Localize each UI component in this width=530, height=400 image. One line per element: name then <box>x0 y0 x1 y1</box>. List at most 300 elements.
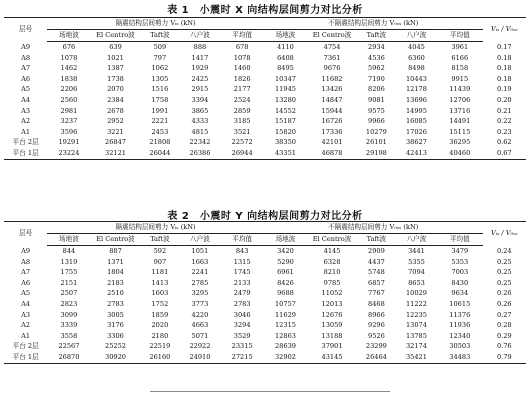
shear-value-cell: 21808 <box>149 138 171 147</box>
shear-value-cell: 9081 <box>368 95 385 104</box>
shear-value-cell: 12315 <box>274 321 296 330</box>
floor-label-cell: A5 <box>21 85 31 94</box>
ratio-cell: 0.76 <box>496 342 512 351</box>
shear-value-cell: 26847 <box>105 138 126 147</box>
shear-value-cell: 1859 <box>151 310 169 319</box>
shear-value-cell: 1305 <box>151 74 169 83</box>
table-1-x-shear-comparison <box>4 17 526 160</box>
shear-value-cell: 1826 <box>233 74 251 83</box>
shear-value-cell: 4754 <box>323 43 341 51</box>
shear-value-cell: 10279 <box>365 127 387 136</box>
shear-value-cell: 46878 <box>307 148 357 159</box>
floor-label-cell: A7 <box>21 268 31 277</box>
ratio-cell: 0.27 <box>496 310 512 319</box>
shear-value-cell: 13074 <box>405 321 427 330</box>
shear-value-cell: 9688 <box>277 289 294 298</box>
ratio-cell: 0.18 <box>496 64 512 73</box>
shear-value-cell: 9966 <box>368 117 385 126</box>
shear-value-cell: 2020 <box>151 321 169 330</box>
shear-value-cell: 38350 <box>274 138 296 147</box>
shear-value-cell: 27215 <box>221 352 264 363</box>
shear-value-cell: 2206 <box>60 85 78 94</box>
shear-value-cell: 8206 <box>368 85 385 94</box>
shear-value-cell: 12863 <box>274 331 296 340</box>
shear-value-cell: 6408 <box>277 53 294 62</box>
shear-value-cell: 3558 <box>60 331 78 340</box>
shear-value-cell: 13188 <box>321 331 343 340</box>
shear-value-cell: 2524 <box>233 95 251 104</box>
shear-value-cell: 15944 <box>321 106 343 115</box>
shear-value-cell: 3865 <box>191 106 209 115</box>
shear-value-cell: 2180 <box>151 331 169 340</box>
shear-value-cell: 2221 <box>151 117 169 126</box>
shear-value-cell: 6328 <box>323 257 341 266</box>
shear-value-cell: 887 <box>109 247 122 255</box>
shear-value-cell: 35421 <box>396 352 437 363</box>
shear-value-cell: 17026 <box>405 127 427 136</box>
isolated-shear-group-header: 隔震结构层间剪力 Vᵢₛ (kN) <box>47 18 264 30</box>
shear-value-cell: 3420 <box>277 247 294 255</box>
floor-label-cell: A1 <box>21 331 31 340</box>
shear-value-cell: 3339 <box>60 321 78 330</box>
shear-value-cell: 13696 <box>405 95 427 104</box>
shear-value-cell: 9915 <box>451 74 469 83</box>
ratio-cell: 0.79 <box>483 352 526 363</box>
shear-value-cell: 1460 <box>233 64 251 73</box>
shear-value-cell: 3521 <box>233 127 251 136</box>
table-row <box>4 116 526 127</box>
shear-value-cell: 3099 <box>60 310 78 319</box>
table-row <box>4 288 526 299</box>
shear-value-cell: 1319 <box>60 257 78 266</box>
shear-value-cell: 10029 <box>405 289 427 298</box>
shear-value-cell: 8498 <box>408 64 425 73</box>
shear-value-cell: 43351 <box>264 148 307 159</box>
shear-value-cell: 26160 <box>140 352 179 363</box>
column-header: El Centro波 <box>307 234 357 246</box>
floor-label-cell: A9 <box>21 246 31 255</box>
shear-value-cell: 2151 <box>60 278 78 287</box>
shear-value-cell: 1078 <box>60 53 78 62</box>
table-row <box>4 53 526 64</box>
table-1-caption: 表 1 小震时 X 向结构层间剪力对比分析 <box>167 5 363 16</box>
shear-value-cell: 13785 <box>405 331 427 340</box>
column-header: El Centro波 <box>91 30 141 42</box>
shear-value-cell: 12178 <box>405 85 427 94</box>
floor-label-cell: 平台 1层 <box>4 352 47 363</box>
floor-label-cell: 平台 2层 <box>12 138 39 147</box>
ratio-cell: 0.22 <box>496 117 512 126</box>
shear-value-cell: 6961 <box>277 268 294 277</box>
shear-value-cell: 29198 <box>357 148 396 159</box>
shear-value-cell: 2952 <box>107 117 124 126</box>
shear-value-cell: 15115 <box>449 127 471 136</box>
column-header: El Centro波 <box>91 234 141 246</box>
shear-value-cell: 3294 <box>233 321 251 330</box>
table-1-body <box>4 42 526 160</box>
ratio-cell: 0.28 <box>496 321 512 330</box>
shear-value-cell: 2909 <box>368 247 385 255</box>
shear-value-cell: 3237 <box>60 117 78 126</box>
ratio-cell: 0.62 <box>496 138 512 147</box>
table-row <box>4 267 526 278</box>
shear-value-cell: 3306 <box>107 331 124 340</box>
shear-value-cell: 12706 <box>449 95 471 104</box>
shear-value-cell: 2859 <box>233 106 251 115</box>
shear-value-cell: 1078 <box>233 53 251 62</box>
shear-value-cell: 678 <box>235 43 249 51</box>
column-header: Taft波 <box>357 234 396 246</box>
table-row <box>4 74 526 85</box>
shear-value-cell: 2384 <box>107 95 124 104</box>
column-header: 场地波 <box>47 234 90 246</box>
floor-label-cell: A8 <box>21 53 31 62</box>
shear-value-cell: 23299 <box>365 342 387 351</box>
shear-value-cell: 1738 <box>107 74 124 83</box>
shear-value-cell: 10757 <box>274 299 296 308</box>
shear-value-cell: 3529 <box>233 331 251 340</box>
column-header: 平均值 <box>437 234 483 246</box>
shear-value-cell: 14995 <box>405 106 427 115</box>
shear-value-cell: 16726 <box>321 117 343 126</box>
shear-value-cell: 7361 <box>323 53 341 62</box>
table-row <box>4 299 526 310</box>
shear-value-cell: 14552 <box>274 106 296 115</box>
ratio-cell: 0.18 <box>496 53 512 62</box>
shear-value-cell: 22342 <box>189 138 211 147</box>
shear-value-cell: 22567 <box>58 342 80 351</box>
shear-value-cell: 11222 <box>405 299 427 308</box>
shear-value-cell: 2823 <box>60 299 78 308</box>
floor-label-cell: A4 <box>21 299 31 308</box>
shear-value-cell: 23224 <box>47 148 90 159</box>
shear-value-cell: 1663 <box>191 257 209 266</box>
shear-value-cell: 5355 <box>408 257 425 266</box>
floor-label-cell: A3 <box>21 310 31 319</box>
shear-value-cell: 11682 <box>321 74 343 83</box>
shear-value-cell: 26386 <box>179 148 220 159</box>
table-row <box>4 95 526 106</box>
table-row <box>4 341 526 352</box>
table-row <box>4 42 526 53</box>
shear-value-cell: 1755 <box>60 268 78 277</box>
floor-label-cell: A2 <box>21 321 31 330</box>
shear-value-cell: 5071 <box>191 331 209 340</box>
shear-value-cell: 3046 <box>233 310 251 319</box>
shear-value-cell: 3295 <box>191 289 209 298</box>
shear-value-cell: 9676 <box>323 64 341 73</box>
column-header: 平均值 <box>221 234 264 246</box>
shear-value-cell: 1181 <box>151 268 169 277</box>
shear-value-cell: 3005 <box>107 310 124 319</box>
shear-value-cell: 2678 <box>107 106 124 115</box>
shear-value-cell: 3961 <box>451 43 469 51</box>
shear-value-cell: 3596 <box>60 127 78 136</box>
shear-ratio-header: Vᵢₛ / V₀ₛₛ <box>483 18 526 42</box>
shear-value-cell: 5290 <box>277 257 294 266</box>
shear-value-cell: 2934 <box>368 43 385 51</box>
ratio-cell: 0.24 <box>496 246 512 255</box>
shear-value-cell: 1838 <box>60 74 78 83</box>
sub-header-row <box>4 30 526 42</box>
shear-value-cell: 1021 <box>107 53 124 62</box>
shear-value-cell: 2783 <box>233 299 251 308</box>
shear-value-cell: 3185 <box>233 117 251 126</box>
shear-value-cell: 5353 <box>451 257 469 266</box>
shear-value-cell: 24910 <box>179 352 220 363</box>
shear-value-cell: 3773 <box>191 299 209 308</box>
shear-value-cell: 14491 <box>449 117 471 126</box>
shear-value-cell: 639 <box>109 43 122 51</box>
shear-value-cell: 1051 <box>191 247 209 255</box>
shear-value-cell: 4045 <box>408 43 425 51</box>
shear-value-cell: 3441 <box>408 247 425 255</box>
ratio-cell: 0.25 <box>496 257 512 266</box>
column-header: 场地波 <box>264 30 307 42</box>
floor-label-cell: A2 <box>21 117 31 126</box>
shear-value-cell: 4536 <box>368 53 385 62</box>
table-row <box>4 331 526 342</box>
table-row <box>4 352 526 363</box>
shear-value-cell: 15187 <box>274 117 296 126</box>
shear-value-cell: 22922 <box>189 342 211 351</box>
floor-header: 层号 <box>4 222 47 246</box>
shear-value-cell: 7767 <box>368 289 385 298</box>
shear-value-cell: 11376 <box>449 310 471 319</box>
shear-value-cell: 1371 <box>107 257 124 266</box>
ratio-cell: 0.23 <box>496 127 512 136</box>
shear-value-cell: 9575 <box>368 106 385 115</box>
floor-label-cell: A1 <box>21 127 31 136</box>
shear-value-cell: 4145 <box>323 247 341 255</box>
shear-value-cell: 32902 <box>264 352 307 363</box>
shear-value-cell: 7190 <box>368 74 385 83</box>
column-header: Taft波 <box>140 234 179 246</box>
shear-value-cell: 2453 <box>151 127 169 136</box>
ratio-cell: 0.20 <box>496 95 512 104</box>
shear-value-cell: 30920 <box>91 352 141 363</box>
shear-value-cell: 34483 <box>437 352 483 363</box>
shear-value-cell: 6360 <box>408 53 425 62</box>
shear-value-cell: 8158 <box>451 64 469 73</box>
table-2-y-shear-comparison <box>4 221 526 364</box>
shear-value-cell: 19291 <box>58 138 80 147</box>
shear-value-cell: 1516 <box>151 85 169 94</box>
shear-value-cell: 4220 <box>191 310 209 319</box>
shear-value-cell: 2133 <box>233 278 251 287</box>
table-row <box>4 320 526 331</box>
floor-label-cell: A6 <box>21 278 31 287</box>
shear-value-cell: 3221 <box>107 127 124 136</box>
shear-value-cell: 888 <box>193 43 207 51</box>
floor-label-cell: A6 <box>21 74 31 83</box>
page-rule <box>150 391 390 393</box>
shear-value-cell: 13716 <box>449 106 471 115</box>
table-row <box>4 137 526 148</box>
shear-value-cell: 1929 <box>191 64 209 73</box>
shear-value-cell: 12235 <box>405 310 427 319</box>
shear-value-cell: 11945 <box>274 85 296 94</box>
shear-value-cell: 4663 <box>191 321 209 330</box>
shear-value-cell: 37901 <box>321 342 343 351</box>
shear-value-cell: 797 <box>153 53 167 62</box>
table-row <box>4 278 526 289</box>
shear-value-cell: 4110 <box>277 43 294 51</box>
table-row <box>4 246 526 257</box>
shear-value-cell: 9785 <box>323 278 341 287</box>
shear-value-cell: 509 <box>153 43 167 51</box>
column-header: 八户波 <box>179 234 220 246</box>
shear-value-cell: 1387 <box>107 64 124 73</box>
shear-value-cell: 1413 <box>151 278 169 287</box>
shear-value-cell: 25252 <box>105 342 126 351</box>
ratio-cell: 0.29 <box>496 331 512 340</box>
table-row <box>4 310 526 321</box>
shear-value-cell: 11439 <box>449 85 471 94</box>
shear-value-cell: 8966 <box>368 310 385 319</box>
shear-value-cell: 12013 <box>321 299 343 308</box>
shear-value-cell: 2183 <box>107 278 124 287</box>
column-header: 八户波 <box>179 30 220 42</box>
table-row <box>4 148 526 159</box>
shear-value-cell: 17336 <box>321 127 343 136</box>
shear-value-cell: 907 <box>153 257 167 266</box>
floor-label-cell: 平台 2层 <box>12 342 39 351</box>
shear-value-cell: 42101 <box>321 138 343 147</box>
column-header: 八户波 <box>396 30 437 42</box>
shear-value-cell: 26870 <box>47 352 90 363</box>
shear-value-cell: 40460 <box>437 148 483 159</box>
non-isolated-shear-group-header: 不隔震结构层间剪力 V₀ₛₛ (kN) <box>264 222 483 234</box>
ratio-cell: 0.18 <box>496 74 512 83</box>
shear-value-cell: 26464 <box>357 352 396 363</box>
shear-value-cell: 26044 <box>140 148 179 159</box>
shear-value-cell: 38627 <box>405 138 427 147</box>
shear-value-cell: 22572 <box>231 138 253 147</box>
floor-label-cell: 平台 1层 <box>4 148 47 159</box>
shear-value-cell: 1603 <box>151 289 169 298</box>
shear-value-cell: 2070 <box>107 85 124 94</box>
shear-value-cell: 2981 <box>60 106 78 115</box>
shear-value-cell: 2177 <box>233 85 251 94</box>
column-header: Taft波 <box>357 30 396 42</box>
shear-value-cell: 2785 <box>191 278 209 287</box>
floor-label-cell: A5 <box>21 289 31 298</box>
shear-value-cell: 2241 <box>191 268 209 277</box>
shear-value-cell: 1315 <box>233 257 251 266</box>
ratio-cell: 0.25 <box>496 278 512 287</box>
shear-value-cell: 12340 <box>449 331 471 340</box>
shear-value-cell: 6857 <box>368 278 385 287</box>
ratio-cell: 0.25 <box>496 268 512 277</box>
shear-value-cell: 676 <box>62 43 76 51</box>
shear-value-cell: 8430 <box>451 278 469 287</box>
shear-value-cell: 13280 <box>274 95 296 104</box>
shear-value-cell: 4437 <box>368 257 385 266</box>
shear-value-cell: 2425 <box>191 74 209 83</box>
shear-value-cell: 10615 <box>449 299 471 308</box>
shear-value-cell: 9526 <box>368 331 385 340</box>
table-row <box>4 127 526 138</box>
column-header: 八户波 <box>396 234 437 246</box>
shear-value-cell: 10347 <box>274 74 296 83</box>
ratio-cell: 0.26 <box>496 299 512 308</box>
shear-value-cell: 9296 <box>368 321 385 330</box>
shear-value-cell: 13426 <box>321 85 343 94</box>
ratio-cell: 0.21 <box>496 106 512 115</box>
sub-header-row <box>4 234 526 246</box>
shear-value-cell: 28639 <box>274 342 296 351</box>
column-header: 场地波 <box>47 30 90 42</box>
column-header: El Centro波 <box>307 30 357 42</box>
shear-value-cell: 1758 <box>151 95 169 104</box>
shear-value-cell: 10443 <box>405 74 427 83</box>
floor-label-cell: A7 <box>21 64 31 73</box>
shear-value-cell: 7094 <box>408 268 425 277</box>
shear-value-cell: 13059 <box>321 321 343 330</box>
shear-value-cell: 8468 <box>368 299 385 308</box>
shear-value-cell: 8426 <box>277 278 294 287</box>
shear-value-cell: 9634 <box>451 289 469 298</box>
shear-value-cell: 1062 <box>151 64 169 73</box>
floor-label-cell: A8 <box>21 257 31 266</box>
column-header: Taft波 <box>140 30 179 42</box>
shear-value-cell: 14847 <box>321 95 343 104</box>
shear-value-cell: 4815 <box>191 127 209 136</box>
shear-value-cell: 5962 <box>368 64 385 73</box>
shear-value-cell: 1745 <box>233 268 251 277</box>
shear-value-cell: 2783 <box>107 299 124 308</box>
shear-value-cell: 11629 <box>274 310 296 319</box>
shear-value-cell: 5748 <box>368 268 385 277</box>
shear-value-cell: 3479 <box>451 247 469 255</box>
floor-label-cell: A3 <box>21 106 31 115</box>
table-row <box>4 84 526 95</box>
shear-value-cell: 8495 <box>277 64 294 73</box>
shear-value-cell: 1752 <box>151 299 169 308</box>
shear-value-cell: 2479 <box>233 289 251 298</box>
table-row <box>4 63 526 74</box>
column-header: 场地波 <box>264 234 307 246</box>
shear-value-cell: 1462 <box>60 64 78 73</box>
non-isolated-shear-group-header: 不隔震结构层间剪力 V₀ₛₛ (kN) <box>264 18 483 30</box>
ratio-cell: 0.17 <box>496 42 512 51</box>
shear-value-cell: 844 <box>62 247 76 255</box>
floor-header: 层号 <box>4 18 47 42</box>
ratio-cell: 0.19 <box>496 85 512 94</box>
shear-value-cell: 2507 <box>60 289 78 298</box>
shear-value-cell: 1804 <box>107 268 124 277</box>
shear-value-cell: 23315 <box>231 342 253 351</box>
shear-value-cell: 11936 <box>449 321 471 330</box>
shear-value-cell: 12676 <box>321 310 343 319</box>
shear-value-cell: 8210 <box>323 268 341 277</box>
shear-value-cell: 16085 <box>405 117 427 126</box>
ratio-cell: 0.67 <box>483 148 526 159</box>
shear-value-cell: 32121 <box>91 148 141 159</box>
shear-value-cell: 592 <box>153 247 167 255</box>
shear-value-cell: 8653 <box>408 278 425 287</box>
shear-value-cell: 26944 <box>221 148 264 159</box>
column-header: 平均值 <box>437 30 483 42</box>
shear-value-cell: 36295 <box>449 138 471 147</box>
shear-value-cell: 22519 <box>149 342 171 351</box>
shear-value-cell: 30503 <box>449 342 471 351</box>
shear-value-cell: 843 <box>235 247 249 255</box>
floor-label-cell: A9 <box>21 42 31 51</box>
table-row <box>4 257 526 268</box>
ratio-cell: 0.26 <box>496 289 512 298</box>
